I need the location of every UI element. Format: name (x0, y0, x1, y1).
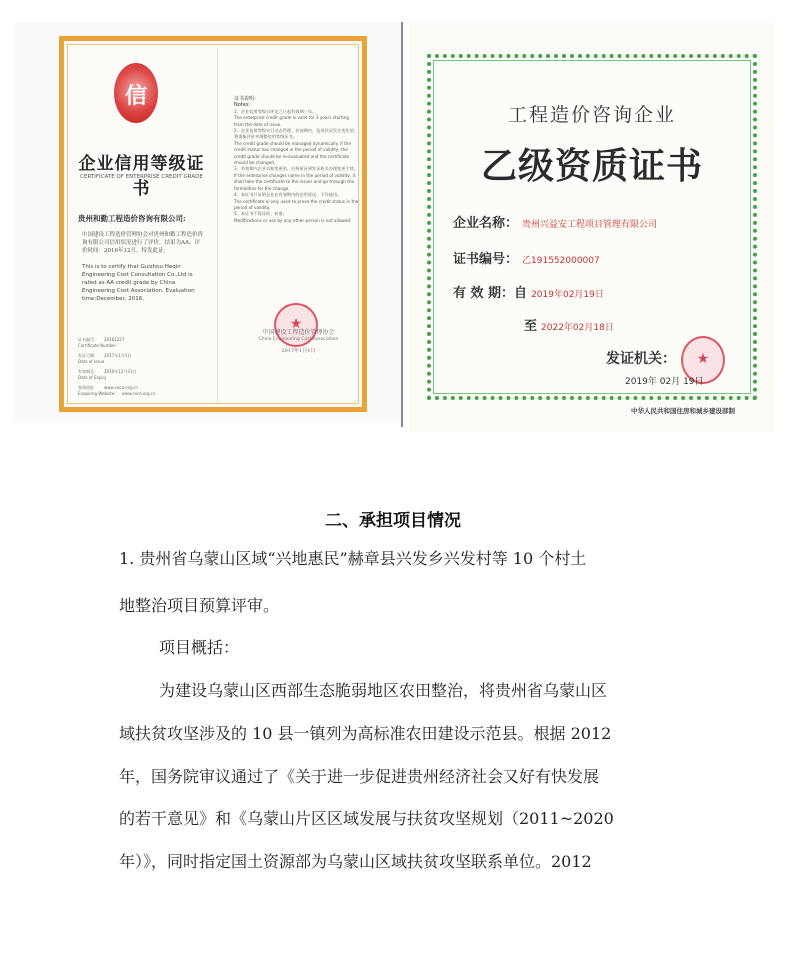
qualification-certificate (427, 54, 757, 400)
note-line: The credit grade should be managed dynamically. If the credit status has changed in the period of validity, the credit grade should be re-evaluated and the certificate should be changed. (234, 140, 352, 166)
qualification-grade: 乙级资质证书 (480, 145, 703, 187)
credit-title-en: CERTIFICATE OF ENTERPRISE CREDIT GRADE (80, 174, 203, 180)
note-line: If the enterprise changes name in the period of validity, it shall take the certificate to the issuer and go through the formalities for the change. (234, 172, 356, 191)
paragraph-line: 为建设乌蒙山区西部生态脆弱地区农田整治，将贵州省乌蒙山区 (159, 681, 608, 700)
credit-notes (234, 96, 359, 224)
credit-title-cn: 企业信用等级证书 (78, 154, 205, 199)
notes-title: 证书说明： (234, 96, 260, 102)
credit-field: Date of Expiry (78, 375, 107, 380)
valid-from-row (453, 282, 604, 301)
credit-field: Certificate Number (78, 343, 117, 348)
number-row (453, 248, 600, 267)
credit-issuer-en: China Engineering Cost Association (258, 337, 339, 342)
section-heading: 二、承担项目情况 (325, 511, 461, 531)
valid-from: 2019年02月19日 (531, 290, 604, 300)
note-line: 3、有效期内企业名称变更的，应持原证到发证机关办理变更手续。 (234, 166, 359, 172)
note-line: 5、本证书不得涂改、转借。 (234, 211, 287, 217)
certificate-photos (14, 22, 774, 432)
notes-title-en: Notes: (234, 102, 251, 109)
project-line: 1. 贵州省乌蒙山区域“兴地惠民”赫章县兴发乡兴发村等 10 个村土 (119, 549, 587, 568)
ministry-caption: 中华人民共和国住房和城乡建设部制 (631, 407, 735, 415)
paragraph-line: 的若干意见》和《乌蒙山片区区域发展与扶贫攻坚规划（2011~2020 (119, 809, 614, 828)
project-line: 地整治项目预算评审。 (119, 596, 280, 615)
credit-logo-glyph: 信 (124, 83, 147, 109)
credit-field: 查询网址： www.ceca.org.cn (78, 385, 138, 390)
credit-issue-date: 2017年1月1日 (281, 348, 316, 354)
credit-body-en: This is to certify that Guizhou Heqin Engineering Cost Consultation Co.,Ltd is rated as AA credit grade by China Engineering Cost Association. Evaluation time:December, 2016. (82, 264, 195, 302)
company-value: 贵州兴益安工程项目管理有限公司 (522, 220, 658, 230)
note-line: 4、本证书只证明企业在有效期内的信用状况，不作他用。 (234, 192, 342, 198)
valid-to-label: 至 (524, 319, 538, 334)
credit-field: 有效期至： 2019年12月31日 (78, 369, 137, 374)
number-value: 乙191552000007 (522, 256, 600, 266)
credit-company: 贵州和勤工程造价咨询有限公司: (78, 214, 186, 223)
credit-field: Enquiring Website: www.ceca.org.cn (78, 391, 156, 396)
credit-field: 证书编号： 20161227 (78, 337, 125, 342)
credit-issuer: 中国建设工程造价管理协会 (262, 329, 335, 336)
note-line: The enterprise credit grade is valid for 3 years starting from the date of issue. (234, 115, 349, 127)
valid-to-row (524, 315, 614, 334)
note-line: Modifications or use by any other person is not allowed. (234, 217, 352, 223)
qualification-heading: 工程造价咨询企业 (507, 104, 676, 126)
credit-logo-icon (114, 63, 158, 123)
issuer-label: 发证机关： (606, 351, 676, 367)
credit-field: Date of Issue (78, 359, 105, 364)
company-label: 企业名称： (453, 216, 519, 231)
note-line: 1、企业信用等级自评定之日起有效期三年。 (234, 108, 317, 114)
credit-field: 发证日期： 2017年1月1日 (78, 353, 132, 358)
paragraph-line: 年）》，同时指定国土资源部为乌蒙山区域扶贫攻坚联系单位。2012 (119, 852, 592, 871)
credit-certificate (59, 36, 367, 412)
credit-body-cn: 中国建设工程造价管理协会对贵州和勤工程造价咨询有限公司信用状况进行了评价，结果为AA。评价时间：2016年12月。特发此证。 (82, 232, 204, 254)
credit-certificate-photo (14, 22, 401, 422)
number-label: 证书编号： (453, 252, 519, 267)
photo-divider (401, 22, 403, 427)
paragraph-line: 年，国务院审议通过了《关于进一步促进贵州经济社会又好有快发展 (119, 767, 600, 786)
fold-line (217, 47, 218, 403)
qualification-certificate-photo (409, 22, 774, 432)
note-line: 2、企业信用等级实行动态管理。有效期内，信用状况发生变化的，将重新评价并调整信用等级证书。 (234, 128, 359, 140)
valid-label: 有 效 期：自 (453, 286, 528, 301)
valid-to: 2022年02月18日 (541, 323, 614, 333)
overview-label: 项目概括： (159, 638, 240, 657)
note-line: The certificate is only used to prove the credit status in the period of validity. (234, 198, 359, 210)
paragraph-line: 域扶贫攻坚涉及的 10 县一镇列为高标准农田建设示范县。根据 2012 (119, 724, 612, 743)
company-row (453, 212, 657, 231)
qualification-issue-date: 2019年 02月 19日 (625, 377, 704, 387)
